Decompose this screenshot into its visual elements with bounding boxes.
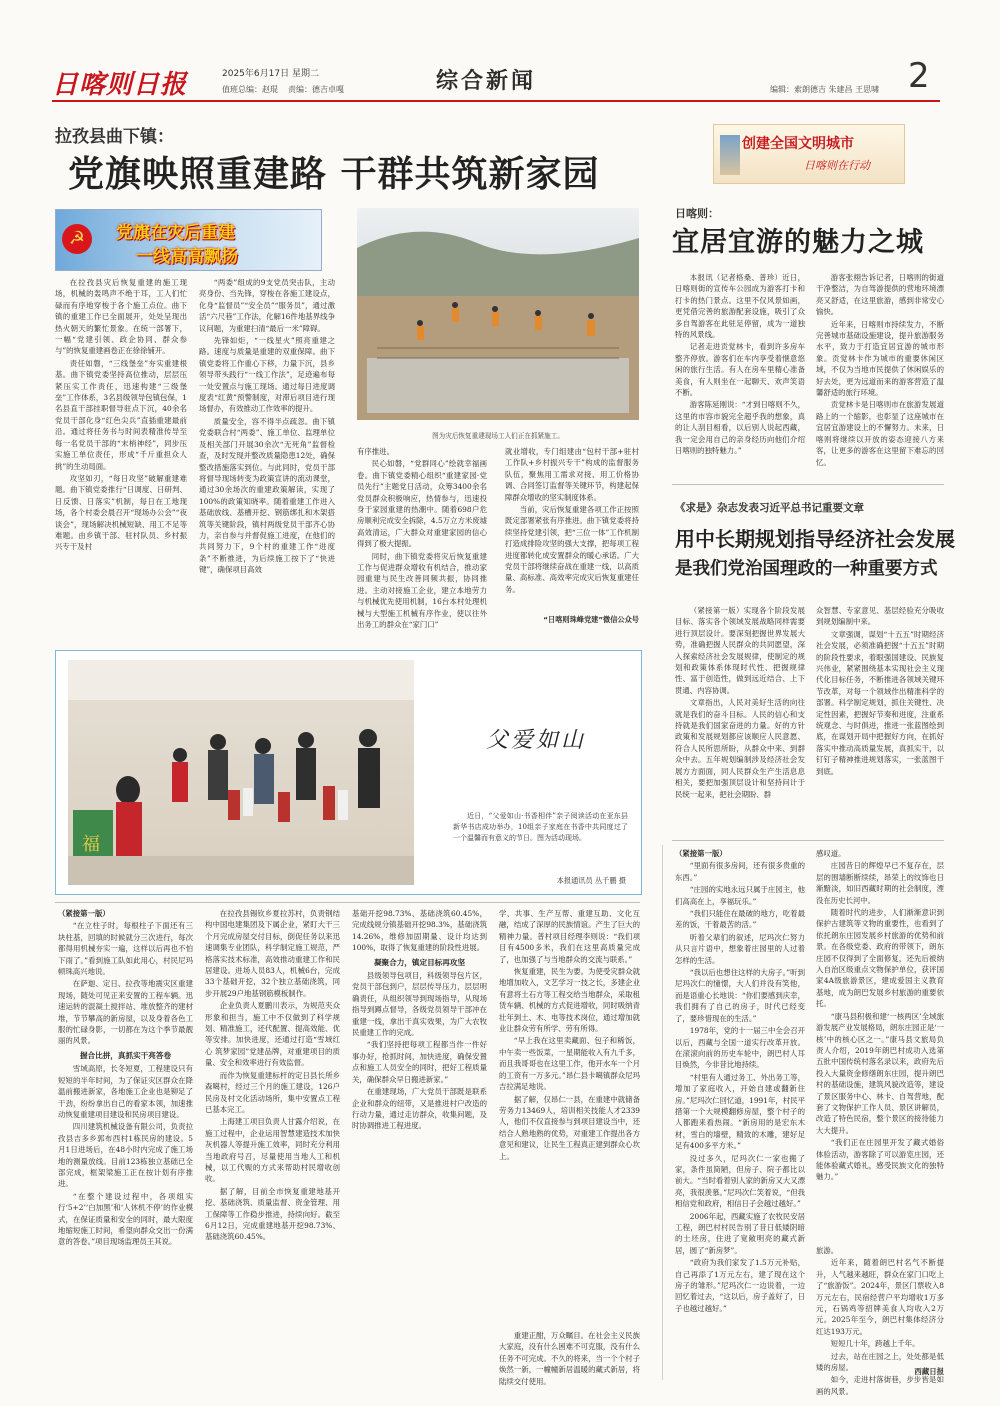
- paragraph: （紧接第一版）实现各个阶段发展目标、落实各个领域发展战略同样需要进行顶层设计。要深刻把握世界发展大势，准确把握人民群众的共同愿望，深入探索经济社会发展规律，使制定的规划和政策体系体现时代性、把握规律性、富于创造性，做到远近结合、上下贯通、内容协调。: [675, 606, 805, 695]
- lead-source: “日喀则珠峰党建”微信公众号: [543, 615, 639, 624]
- svg-text:福: 福: [82, 834, 100, 855]
- paragraph: 在重建现场，广大党员干部既是联系企业和群众的纽带，又是推进村户改造的行动力量，通过走访群众，收集问题，及时协调推进工程进度。: [352, 1087, 487, 1131]
- paragraph: （紧接第一版）: [58, 909, 110, 918]
- paragraph: 1978年，党的十一届三中全会召开以后，西藏与全国一道实行改革开放。在滚滚向前的历史车轮中，朗巴村人耳目焕然，今非昔比地持续。: [675, 1026, 805, 1070]
- civil-city-badge: [713, 124, 905, 184]
- banner-line2: 一线高高飘扬: [136, 247, 238, 267]
- construction-photo: [357, 208, 639, 420]
- continuation-col-1: [675, 848, 805, 1378]
- masthead-logo: 日喀则日报: [52, 70, 188, 100]
- lead-col-2: [199, 277, 335, 624]
- paragraph: 在拉孜县锡钦乡夏拉苏村，负责钢结构中国电建集团及下属企业，紧盯大干三个月完成房屋交付目标，倒促任务以来迅速调集专业团队，科学制定施工规范，严格落实技术标准，高效推动重建工作和民居建设。进场人员83人，机械6台，完成33个基础开挖，32个独立基础浇筑，同步开展29户地基钢筋模板制作。: [205, 909, 340, 998]
- party-emblem-icon: ☭: [62, 224, 92, 254]
- subheading: 握合比拼，真抓实干亮答卷: [79, 1050, 172, 1060]
- paragraph: “村里有人通过务工、外出务工等，增加了家庭收入，开始自建或翻新住房。”尼玛次仁回忆道，1991年，村民平措第一个大规模翻修房屋，整个村子的人都跑来看热闹。“新房用的是宏东木材，雪白的墙壁，精致的木雕，建好足足有400多平方米。”: [675, 1072, 805, 1151]
- paragraph: 记者走进贡觉林卡，看到许多房车整齐停放。游客们在车内享受着惬意悠闲的旅行生活。有人在房车里精心准备美食，有人则坐在一起聊天、欢声笑语不断。: [675, 342, 805, 398]
- party-banner: [55, 209, 322, 271]
- paragraph: 没过多久，尼玛次仁一家也搬了家，条件虽简陋，但房子、院子都比以前大。“当时看着别人家的新房又大又漂亮，我很羡慕。”尼玛次仁笑着说，“但我相信党和政府，相信日子会越过越好。”: [675, 1153, 805, 1209]
- travel-headline: 宜居宜游的魅力之城: [672, 227, 924, 258]
- paragraph: 上海建工项目负责人甘露介绍说，在施工过程中，企业运用智慧建造技术加快灰机器人等提升施工效率，同时充分利用当地政府号召，尽量使用当地人工和机械，以工代赈的方式来帮助村民增收创收。: [205, 1117, 340, 1184]
- paragraph: 文章强调，谋划“十五五”时期经济社会发展，必须准确把握“十五五”时期的阶段性要求，着眼强国建设、民族复兴伟业，紧紧围绕基本实现社会主义现代化目标任务，不断推进各领域关键环节改革，对每一个领域作出精准科学的部署。科学制定规划，抓住关键性、决定性因素，把握好节奏和进度，注重系统观念、与时俱进，推进一张蓝图绘到底，在谋划开局中把握好方向，在抓好落实中推动高质量发展，真抓实干，以钉钉子精神推进规划落实，一张蓝图干到底。: [816, 629, 944, 776]
- paragraph: 近年来，日喀则市持续发力，不断完善城市基础设施建设，提升旅游服务水平，致力于打造宜居宜游的城市形象。贡觉林卡作为城市的重要休闲区域，不仅为当地市民提供了休闲娱乐的好去处，更为远道而来的游客营造了温馨舒适的旅行环境。: [816, 319, 944, 398]
- family-reading-illustration: [68, 660, 414, 885]
- paragraph: 庄园昔日的辉煌早已不复存在，层层的围墙断断续续，昂荣上的纹饰也日渐黯淡，如旧西藏时期的社会制度，湮没在历史长河中。: [816, 861, 944, 905]
- qiushi-kicker: 《求是》杂志发表习近平总书记重要文章: [675, 502, 864, 514]
- paragraph: “康马县积极和建‘一核两区’全域旅游发展产业发展格局，朗东庄园正是‘一核’中的核心区之一。”康马县文旅局负责人介绍，2019年朗巴村成功入选第五批中国传统村落名录以来，政府先后投入大量资金修缮朗东庄园，提升朗巴村的基础设施，建筑风貌改造等，建设了景区服务中心、林卡、自驾营地，配套了文物保护工作人员、景区讲解员，改造了特色民宿，整个景区的接待能力大大提升。: [816, 1011, 944, 1135]
- section-title: 综合新闻: [436, 69, 537, 94]
- lead-col-1: [55, 277, 187, 624]
- page-editors: 编辑：索朗德吉 朱建昌 王思啸: [770, 85, 880, 94]
- paragraph: 质量安全，容不得半点疏忽。曲下镇党委联合村“两委”、施工单位、监理单位及相关部门开展30余次“无死角”监督检查，及时发现并整改质量隐患12处，确保整改措施落实到位。与此同时，党员干部将督导现场转变为政策宣讲的流动课堂，通过30余场次的重建政策解读，实现了100%的政策知晓率。随着重建工作进入基础放线、基槽开挖、钢筋绑扎和木架搭筑等关键阶段，镇村两级党员干部齐心协力，亲自参与并督促施工进度，在他们的共同努力下，9个村的重建工作“进度条”不断推进，为后续施工按下了“快进键”，确保项目高效: [199, 416, 335, 575]
- paragraph: 同时，曲下镇党委将灾后恢复重建工作与促进群众增收有机结合，推动家园重建与民生改善同频共振，协同推进。主动对接施工企业，建立本地劳力与机械优先使用机制，16台本村处理机械与大型施工机械有序作业，使以往外出务工的群众在“家门口”: [357, 551, 487, 630]
- bottom-col-4: [499, 908, 640, 1328]
- page-number: 2: [908, 56, 930, 96]
- bottom-col-3: [352, 908, 487, 1373]
- lead-kicker: 拉孜县曲下镇：: [55, 127, 174, 147]
- paragraph: 随着时代的进步，人们渐渐意识到保护古建筑等文物的重要性，也看到了依托朗东庄园发展乡村旅游的优势和前景。在各级党委、政府的带领下，朗东庄园不仅得到了全面修复，还先后被纳入自治区级重点文物保护单位，获评国家4A级旅游景区，建成爱国主义教育基地，成为朗巴发展乡村旅游的重要依托。: [816, 908, 944, 1009]
- lead-col-4: [505, 446, 639, 606]
- paragraph: 众智慧、专家意见、基层经验充分吸收到规划编制中来。: [816, 606, 944, 627]
- paragraph: “我们正在庄园里开发了藏式婚俗体验活动，游客除了可以游览庄园，还能体验藏式婚礼，感受民族文化的独特魅力。”: [816, 1138, 944, 1182]
- paragraph: 而作为恢复重建标杆的定日县长所乡森噶村，经过三个月的施工建设，126户民房及村文化活动场所，集中安置点工程已基本完工。: [205, 1070, 340, 1114]
- feature-credit: 本报通讯员 丛千鹏 摄: [556, 876, 626, 885]
- paragraph: 在萨迦、定日、拉孜等地震灾区重建现场，随处可见正来安置的工程车辆。迅速运转的混凝土搅拌站、堆放整齐的建材堆，节节攀高的新房屋，以及身着各色工服的忙碌身影，一切都在为这个季节最靓丽的风景。: [58, 979, 193, 1046]
- paragraph: 在拉孜县灾后恢复重建的施工现场，机械的轰鸣声不绝于耳，工人们忙碌而有序地穿梭于各个施工点位。曲下镇的重建工作已全面展开，处处呈现出热火朝天的繁忙景象。在统一部署下，一幅“党建引领、政企协同、群众参与”的恢复重建画卷正在徐徐铺开。: [55, 278, 187, 356]
- continuation-col-2: [816, 848, 944, 1243]
- paragraph: 近年来，随着朗巴村名气不断提升，人气越来越旺，群众在家门口吃上了“旅游饭”。2024年，景区门票收入8万元左右，民宿经营户平均增收1万多元，石锅鸡等招牌美食人均收入2万元。2025年至今，朗巴村集体经济分红达193万元。: [816, 1258, 944, 1336]
- lead-headline: 党旗映照重建路 干群共筑新家园: [68, 154, 600, 195]
- paragraph: 县级领导包项目，科级领导包片区，党员干部包到户，层层传导压力，层层明确责任，从组织领导到现场指导，从现场指导到蹲点督导，各级党员领导干部冲在重建一线，拿出干真实效果，为广大农牧民重建工作的完成。: [352, 971, 487, 1038]
- qiushi-col-1: [675, 605, 805, 830]
- paragraph: 听着父辈们的叙述，尼玛次仁努力从只言片语中，想象着庄园里的人过着怎样的生活。: [675, 932, 805, 965]
- paragraph: 游客陈延刚说：“才到日喀则不久，这里的市容市貌完全超乎我的想象，真的让人刮目相看，以后别人说起西藏，我一定会用自己的亲身经历向他们介绍日喀则的独特魅力。”: [675, 400, 805, 456]
- bottom-col-1: [58, 908, 193, 1373]
- paragraph: “我们只能住在最破的地方，吃着最差的饭，干着最苦的活。”: [675, 909, 805, 930]
- paragraph: “在整个建设过程中，各项组实行‘5+2’‘白加黑’和‘人休机不停’的作业模式，在保证质量和安全的同时，最大限度地缩短施工时间，希望向群众交出一份满意的答卷。”项目现场监理员王其说。: [58, 1191, 193, 1247]
- paragraph: “政府为我们家发了1.5万元补贴，自己再添了1万元左右，建了现在这个房子的雏形。”尼玛次仁一边说着，一边回忆着过去，“这以后，房子盖好了，日子也越过越好。”: [675, 1258, 805, 1313]
- paragraph: 短短几十年，跨越上千年。: [830, 1339, 920, 1349]
- badge-subtitle: 日喀则在行动: [804, 159, 870, 172]
- qiushi-headline-2: 是我们党治国理政的一种重要方式: [675, 559, 938, 579]
- subheading: 凝聚合力，镇定目标再攻坚: [373, 957, 466, 967]
- travel-col-2: [816, 272, 944, 470]
- paragraph: 如今，走进村落街巷，步步皆是如画的风景。: [816, 1375, 944, 1396]
- paragraph: 四川建筑机械设备有限公司，负责拉孜县吉多乡郭布西村1栋民房的建设。5月1日进场后，在48小时内完成了施工场地的测量放线。目前123栋独立基础已全部完成，框架梁施工正在按计划有序推进。: [58, 1122, 193, 1189]
- paragraph: 基础开挖98.73%、基础浇筑60.45%，完成线规分镇基础开挖98.3%，基础浇筑14.26%，维修加固期量、设计均达到100%，取得了恢复重建的阶段性进展。: [352, 909, 487, 953]
- paragraph: 学、共事、生产互帮、重建互助、文化互融，结成了深厚的民族情谊。产生了巨大的精神力量。普村项目经理李则说：“我们项目有4500多米，我们在这里高质量完成了，也加强了与当地群众的交流与联系。”: [499, 909, 640, 964]
- paragraph: 贡觉林卡是日喀则市在旅游发展道路上的一个缩影，也彰显了这座城市在宜居宜游建设上的不懈努力。未来，日喀则将继续以开放的姿态迎接八方来客，让更多的游客在这里留下难忘的回忆。: [816, 400, 944, 467]
- qiushi-headline-1: 用中长期规划指导经济社会发展: [675, 527, 955, 551]
- paragraph: “两委”组成的9支党员突击队，主动亮身份、当先锋，穿梭在各施工建设点，化身“监督员”“安全员”“服务员”，通过激活“六尺巷”工作法，化解16件地基界线争议问题，为重建扫清“最后一米”障碍。: [199, 278, 335, 333]
- paragraph: 恢复重建，民生为要。为使受灾群众就地增加收入，文艺学习一技之长，多建企业有意将土石方等工程交给当地群众，采取租赁车辆、机械的方式促进增收，同时吸纳青壮年到土、木、电等技术岗位，通过增加就业让群众劳有所学、劳有所得。: [499, 967, 640, 1034]
- bottom-col-2: [205, 908, 340, 1373]
- paragraph: （紧接第一版）: [675, 849, 727, 858]
- paragraph: “庄园的实地永远只属于庄园主，他们高高在上，享福玩乐。”: [675, 885, 805, 906]
- masthead-rule: [52, 100, 940, 102]
- feature-title: 父爱如山: [486, 728, 587, 753]
- paragraph: 雪域高原，长冬短夏，工程建设只有短短的半年时间，为了保证灾区群众在降温前搬进新家，各地施工企业也是铆足了干劲，纷纷拿出自己的看家本领，加速推动恢复重建项目建设和民房项目建设。: [58, 1064, 193, 1119]
- qiushi-col-2: [816, 605, 944, 830]
- paragraph: 游客张栩告诉记者，日喀则的街道干净整洁，为自驾游提供的营地环境漂亮又舒适，在这里旅游，感到非常安心愉快。: [816, 273, 944, 317]
- paragraph: 2006年起，西藏实施了农牧民安居工程，朗巴村村民告别了昔日低矮阴暗的土坯房，住进了宽敞明亮的藏式新居，圆了“新房梦”。: [675, 1211, 805, 1255]
- reading-event-photo: [68, 660, 414, 885]
- paragraph: 攻坚如刃，“每日攻坚”破解重建难题。曲下镇党委推行“日调度、日研判、日反馈、日落实”机制，每日在工地现场，各个村委会晨召开“现场办公会”“夜谈会”，现场解决机械短缺、用工不足等难题。由乡镇干部、驻村队员、乡村振兴专干及村: [55, 473, 187, 552]
- paragraph: 企业负责人夏鹏川表示，为规范夹众形象和担当，施工中不仅做到了科学规划、精准施工，还代配置、提高效能、优等安排。加快进度，还通过打造“雪域红心 筑梦家园”党建品牌，对重建项目的质量、安全和效率进行有效监督。: [205, 1001, 340, 1068]
- duty-editor: 值班总编：赵琨: [222, 85, 278, 94]
- paragraph: 本报讯（记者格桑、普珍）近日，日喀则街的宣传车公园成为游客打卡和打卡的热门景点。这里不仅风景如画，更凭借完善的旅游配套设施，吸引了众多自驾游客在此驻足停留，成为一道独特的风景线。: [675, 273, 805, 340]
- travel-kicker: 日喀则：: [675, 207, 719, 220]
- paragraph: 据了解，目前全市恢复重建地基开挖、基础浇筑、质量监督、资金管理、用工保障等工作稳步推进，持续向好。截至6月12日，完成重建地基开挖98.73%、基础浇筑60.45%。: [205, 1186, 340, 1242]
- bottom-col-5: [499, 1330, 640, 1386]
- continuation-credit: 西藏日报: [914, 1367, 944, 1376]
- paragraph: 民心如磐，“党群同心”绘就幸福画卷。曲下镇党委精心组织“重建家园·党员先行”主题党日活动，众筹3400余名党员群众积极响应，热情参与，迅速投身于家园重建的热潮中。随着698户危房顺利完成安全拆除，4.5万立方米废墟高效清运，广大群众对重建家园的信心得到了极大提振。: [357, 459, 488, 549]
- lead-col-3: [357, 446, 488, 630]
- paragraph: 先锋如炬，“一线星火”照亮重建之路。速度与质量是重建的双重保障。曲下镇党委将工作重心下移，力量下沉，县乡领导带头践行“一线工作法”，足迹遍布每一处安置点与施工现场。通过每日进度调度表“红黄”预警制度，对滞后项目进行现场督办，有效推动工作效率的提升。: [199, 336, 335, 414]
- paragraph: “在立柱子时，每根柱子下面还有三块柱基，回填的时候就分三次进行，每次都得用机械夯实一遍，这样以后再也不怕下雨了。”看到施工队如此用心，村民尼玛顿珠高兴地说。: [58, 921, 193, 977]
- paragraph: 就业增收，专门组建由“包村干部+驻村工作队+乡村振兴专干”构成的监督服务队伍，聚焦用工需求对接、用工价格协调、合同签订监督等关键环节，构建起保障群众增收的坚实制度体系。: [505, 447, 639, 502]
- paragraph: “早上我在这里卖藏面、包子和稀饭，中午卖一些饭菜，一星期能收入有九千多，而且我哥哥也在这里工作，他开水车一个月的工资有一万多元。”昂仁县卡噶镇群众尼玛吉拉满足地说。: [499, 1036, 640, 1092]
- divider: [55, 902, 640, 903]
- paragraph: 旅游。: [816, 1246, 839, 1255]
- paragraph: 当前，灾后恢复重建各项工作正按照既定部署紧张有序推进。曲下镇党委将持续坚持党建引领，把“三位一体”工作机制打造成排险攻坚的强大支撑，把每项工程进度都转化成安置群众的暖心承诺。广大党员干部将继续奋战在重建一线，以高质量、高标准、高效率完成灾后恢复重建任务。: [505, 505, 639, 594]
- paragraph: 有序推进。: [357, 447, 394, 456]
- column-divider: [662, 845, 663, 1380]
- paragraph: 据了解，仅昂仁一县，在重建中就储备劳务力13469人，培训相关技能人才2339人，他们不仅直接参与到项目建设当中，还结合人熟地熟的优势，对重建工作提出各方意见和建议，让民生工程真正建到群众心坎上。: [499, 1094, 640, 1161]
- paragraph: “里面有很多房间，还有很多贵重的东西。”: [675, 861, 805, 882]
- divider: [672, 484, 944, 485]
- banner-line1: 党旗在灾后重建: [116, 223, 235, 243]
- paragraph: 文章指出，人民对美好生活的向往就是我们的奋斗目标。人民的信心和支持就是我们国家奋进的力量。好的方针政策和发展规划都应该顺应人民意愿、符合人民所思所盼，从群众中来、到群众中去。五年规划编制涉及经济社会发展方方面面，同人民群众生产生活息息相关，要把加强顶层设计和坚持问计于民统一起来，把社会期盼、群: [675, 698, 805, 799]
- issue-weekday: 星期二: [292, 69, 320, 79]
- paragraph: “我以后也想住这样的大房子。”听到尼玛次仁的憧憬，大人们并没有笑他，而是语重心长地说：“你们要感到庆幸，我们拥有了自己的房子，时代已经变了，要珍惜现在的生活。”: [675, 968, 805, 1023]
- divider: [672, 840, 944, 841]
- city-skyline-icon: [720, 135, 740, 175]
- paragraph: 过去，站在庄园之上，处处都是低矮的房屋。: [816, 1351, 944, 1373]
- issue-date: 2025年6月17日: [222, 69, 290, 79]
- paragraph: 责任如磐，“三线堡垒”夯实重建根基。曲下镇党委坚持高位推动，层层压紧压实工作责任，迅速构建“三级堡垒”工作体系，3名县级领导包镇包保，1名县直干部挂职督导驻点下沉，40余名党员干部化身“红色尖兵”直插重建最前沿。通过将任务书与时间表精准传导至每一名党员干部的“末梢神经”，同步压实施工单位责任，形成“千斤重担众人挑”的生动局面。: [55, 358, 187, 471]
- paragraph: “我们坚持把每项工程都当作一件好事办好，抢抓时间，加快进度，确保安置点和施工人员安全的同时，把好工程质量关，确保群众早日搬进新家。”: [352, 1040, 487, 1084]
- feature-caption: 近日，“父爱如山·书香相伴”亲子阅读活动在亚东县新华书店成功举办，10组亲子家庭在书香中共同度过了一个温馨而有意义的节日。图为活动现场。: [453, 812, 628, 842]
- travel-col-1: [675, 272, 805, 470]
- badge-title: 创建全国文明城市: [742, 136, 854, 152]
- paragraph: 感叹道。: [816, 849, 846, 858]
- responsible-editor: 责编：德吉卓嘎: [288, 85, 344, 94]
- feature-box: [55, 650, 642, 895]
- construction-scene-illustration: [357, 208, 639, 420]
- paragraph: 重建正酣，万众瞩目。在社会主义民族大家庭，没有什么困难不可克服，没有什么任务不可完成。不久的将来，当一个个村子焕然一新，一幢幢新居温暖的藏式新居，将陆续交付使用。: [499, 1331, 640, 1386]
- photo-caption: 图为灾后恢复重建现场工人们正在抓紧施工。: [432, 432, 564, 440]
